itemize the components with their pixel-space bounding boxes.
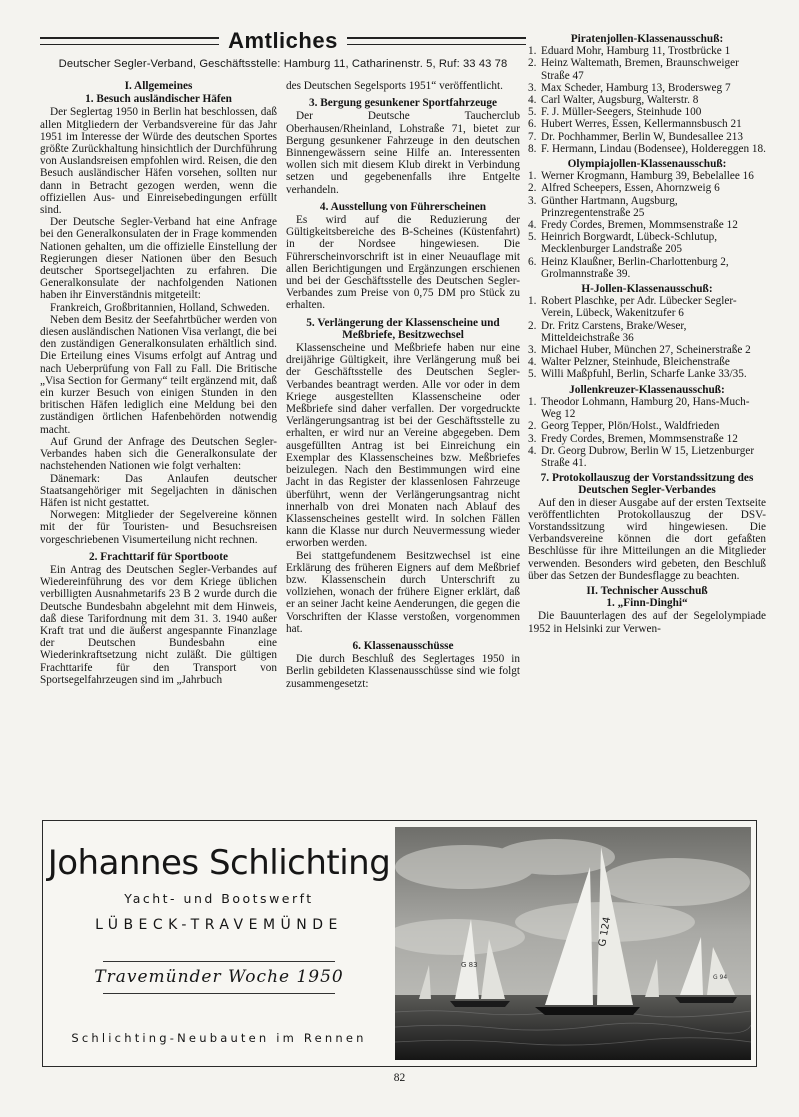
- list-item-number: 3.: [528, 194, 537, 207]
- list-item-number: 5.: [528, 106, 537, 119]
- page-number: 82: [393, 1072, 406, 1084]
- paragraph: des Deutschen Segelsports 1951“ veröffentlicht.: [286, 80, 503, 92]
- paragraph: Der Seglertag 1950 in Berlin hat beschlossen, daß allen Mitgliedern der Verbandsvereine für das Jahr 1951 im Interesse der Würde des deutschen Sportes größte Zurückhaltung hinsichtlich der Durchführung von Auslandsreisen empfohlen wird. Reisen, die den Besuch ausländischer Häfen vorsehen, sollten nur dann in Betracht gezogen werden, wenn die offiziellen Aus- und Einreisebedingungen erfüllt sind.: [40, 106, 277, 217]
- list-item: [528, 182, 766, 194]
- paragraph: Die durch Beschluß des Seglertages 1950 in Berlin gebildeten Klassenausschüsse sind wie folgt zusammengesetzt:: [286, 653, 520, 690]
- list-item: [528, 420, 766, 432]
- masthead: [40, 30, 526, 70]
- event-name: Travemünder Woche 1950: [94, 967, 344, 987]
- list-item: [528, 356, 766, 368]
- list-item: [528, 368, 766, 380]
- committee-heading: Olympiajollen-Klassenausschuß:: [567, 158, 727, 171]
- event-rule-bottom: [103, 993, 335, 994]
- list-item: [528, 143, 766, 155]
- paragraph: Klassenscheine und Meßbriefe haben nur eine dreijährige Gültigkeit, ihre Verlängerung muß bei der Geschäftsstelle des Deutschen Segler-Verbandes beantragt werden. Alle vor oder in dem Kriege ausgestellten Klassenscheine oder Meßbriefe sind daher verfallen. Der vorgedruckte Verlängerungsantrag ist bei der Geschäftsstelle zu erhalten, er wird nur an Vereine abgegeben. Dem ausgefüllten Antrag ist bei Einreichung ein Exemplar des Klassenscheines bzw. Meßbriefes beizulegen. Nach den Bestimmungen wird eine Jacht in das Register der klassenlosen Fahrzeuge überführt, wenn der Verlängerungsantrag nicht innerhalb von drei Monaten nach Ablauf des Klassenscheines gestellt wird. In solchen Fällen kann die Klasse nur durch Neuvermessung wieder erworben werden.: [286, 342, 520, 550]
- paragraph: Frankreich, Großbritannien, Holland, Schweden.: [50, 301, 270, 314]
- list-item-number: 4.: [528, 219, 537, 232]
- event-rule-top: [103, 961, 335, 962]
- committee-heading: H-Jollen-Klassenausschuß:: [581, 283, 713, 296]
- list-item-text: Heinrich Borgwardt, Lübeck-Schlutup, Mecklenburger Landstraße 205: [541, 231, 718, 256]
- paragraph: Dänemark: Das Anlaufen deutscher Staatsangehöriger mit Segeljachten in dänischen Häfen ist nicht gestattet.: [40, 472, 277, 509]
- paragraph: Ein Antrag des Deutschen Segler-Verbandes auf Wiedereinführung des vor dem Kriege üblichen verbilligten Ausnahmetarifs 23 B 2 wurde durch die Deutsche Bundesbahn abgelehnt mit dem Hinweis, daß diese Tarifordnung mit dem 31. 3. 1940 außer Kraft trat und die äußerst angespannte Finanzlage der Deutschen Bundesbahn eine Wiederinkraftsetzung nicht zuläßt. Die gültigen Frachttarife für den Transport von Sportsegelfahrzeugen sind im „Jahrbuch: [40, 563, 277, 686]
- list-item-number: 1.: [528, 295, 537, 308]
- list-item-text: Dr. Georg Dubrow, Berlin W 15, Lietzenburger Straße 41.: [541, 444, 755, 469]
- list-item-text: Carl Walter, Augsburg, Walterstr. 8: [541, 94, 699, 107]
- paragraph: Norwegen: Mitglieder der Segelvereine können mit der für Touristen- und Besuchsreisen vorgeschriebenen Visumerteilung nicht rechnen.: [40, 509, 277, 546]
- paragraph: Der Deutsche Taucherclub Oberhausen/Rheinland, Lohstraße 71, bietet zur Bergung gesunkener Fahrzeuge in den deutschen Binnengewässern seine Hilfe an. Interessenten wollen sich mit diesem Klub direkt in Verbindung setzen und gegebenenfalls ihre Entgelte verhandeln.: [286, 110, 520, 196]
- list-item-number: 2.: [528, 319, 537, 332]
- list-item-text: Dr. Fritz Carstens, Brake/Weser, Mitteldeichstraße 36: [541, 319, 687, 344]
- list-item: [528, 118, 766, 130]
- list-item-text: Alfred Scheepers, Essen, Ahornzweig 6: [541, 182, 720, 195]
- column-3: [528, 30, 766, 812]
- list-item-text: F. J. Müller-Seegers, Steinhude 100: [541, 106, 702, 119]
- list-item-number: 5.: [528, 231, 537, 244]
- list-item: [528, 396, 766, 420]
- subsection-heading: 2. Frachttarif für Sportboote: [88, 550, 229, 563]
- sail-number: G 94: [713, 974, 728, 981]
- paragraph: Neben dem Besitz der Seefahrtbücher werden von diesen ausländischen Nationen Visa verlangt, die bei den zuständigen Generalkonsulaten erhältlich sind. Die Erteilung eines Visums erfolgt auf Antrag und nach Ueberprüfung von Fall zu Fall. Die Britische „Visa Section for Germany“ teilt ergänzend mit, daß ein kurzer Besuch von einigen Stunden in den britischen Häfen lediglich eine Meldung bei den zuständigen örtlichen Hafenbehörden notwendig macht.: [40, 313, 277, 436]
- list-item-text: Fredy Cordes, Bremen, Mommsenstraße 12: [541, 432, 738, 445]
- list-item: [528, 445, 766, 469]
- committee-list: [528, 295, 766, 380]
- list-item-text: Fredy Cordes, Bremen, Mommsenstraße 12: [541, 219, 738, 232]
- list-item-number: 3.: [528, 81, 537, 94]
- list-item-number: 2.: [528, 57, 537, 70]
- list-item-text: Günther Hartmann, Augsburg, Prinzregentenstraße 25: [541, 194, 678, 219]
- list-item-number: 3.: [528, 344, 537, 357]
- list-item: [528, 295, 766, 319]
- list-item-text: Robert Plaschke, per Adr. Lübecker Segler-Verein, Lübeck, Wakenitzufer 6: [541, 295, 737, 320]
- list-item: [528, 170, 766, 182]
- paragraph: Es wird auf die Reduzierung der Gültigkeitsbereiche des B-Scheines (Küstenfahrt) in der Nordsee hingewiesen. Die Führerscheinvorschrift ist in einer Neuauflage mit allen Berichtigungen und Ergänzungen erschienen und bei der Geschäftsstelle des Deutschen Segler-Verbandes zum Preise von 0,75 DM pro Stück zu erhalten.: [286, 214, 520, 312]
- list-item-number: 6.: [528, 255, 537, 268]
- list-item-text: Max Scheder, Hamburg 13, Brodersweg 7: [541, 81, 731, 94]
- list-item-text: Hubert Werres, Essen, Kellermannsbusch 21: [541, 118, 742, 131]
- list-item: [528, 219, 766, 231]
- list-item: [528, 433, 766, 445]
- list-item-text: Theodor Lohmann, Hamburg 20, Hans-Much-Weg 12: [541, 395, 750, 421]
- committee-heading: Piratenjollen-Klassenausschuß:: [570, 33, 724, 45]
- list-item: [528, 231, 766, 255]
- list-item-text: Michael Huber, München 27, Scheinerstraße 2: [541, 344, 751, 357]
- subsection-heading: 3. Bergung gesunkener Sportfahrzeuge: [308, 97, 498, 110]
- list-item: [528, 45, 766, 57]
- committee-list: [528, 170, 766, 280]
- list-item-number: 4.: [528, 94, 537, 107]
- paragraph: Der Deutsche Segler-Verband hat eine Anfrage bei den Generalkonsulaten der in Frage kommenden Nationen gehalten, um die offizielle Einstellung der Regierungen dieser Nationen über den Besuch deutscher Sportsegeljachten zu erfahren. Die Generalkonsulate der nachfolgenden Nationen haben ihr Einverständnis mitgeteilt:: [40, 216, 277, 302]
- list-item-text: F. Hermann, Lindau (Bodensee), Holdereggen 18.: [541, 142, 766, 155]
- list-item: [528, 94, 766, 106]
- list-item: [528, 57, 766, 81]
- list-item-number: 6.: [528, 118, 537, 131]
- list-item-text: Heinz Waltemath, Bremen, Braunschweiger Straße 47: [541, 57, 739, 82]
- masthead-title-row: [40, 30, 526, 52]
- advertisement-text: [43, 821, 395, 1066]
- subsection-heading: 7. Protokollauszug der Vorstandssitzung des Deutschen Segler-Verbandes: [540, 472, 754, 497]
- list-item-number: 3.: [528, 432, 537, 445]
- paragraph: Die Bauunterlagen des auf der Segelolympiade 1952 in Helsinki zur Verwen-: [528, 610, 766, 635]
- masthead-title: Amtliches: [228, 28, 338, 53]
- list-item-text: Dr. Pochhammer, Berlin W, Bundesallee 213: [541, 130, 744, 143]
- masthead-rule-right: [347, 37, 526, 45]
- list-item-text: Georg Tepper, Plön/Holst., Waldfrieden: [541, 420, 720, 433]
- list-item: [528, 344, 766, 356]
- list-item-number: 2.: [528, 420, 537, 433]
- list-item-text: Heinz Klaußner, Berlin-Charlottenburg 2, Grolmannstraße 39.: [541, 255, 729, 280]
- list-item-number: 2.: [528, 182, 537, 195]
- committee-list: [528, 396, 766, 469]
- list-item-text: Willi Maßpfuhl, Berlin, Scharfe Lanke 33/35.: [541, 368, 747, 381]
- committee-heading: Jollenkreuzer-Klassenausschuß:: [569, 383, 725, 396]
- subsection-heading: 6. Klassenausschüsse: [352, 639, 454, 652]
- list-item-text: Eduard Mohr, Hamburg 11, Trostbrücke 1: [541, 45, 731, 58]
- section-heading: I. Allgemeines: [124, 80, 193, 92]
- list-item-text: Walter Pelzner, Steinhude, Bleichenstraße: [541, 356, 730, 369]
- list-item-number: 8.: [528, 142, 537, 155]
- list-item-number: 1.: [528, 45, 537, 58]
- list-item: [528, 195, 766, 219]
- subsection-heading: 5. Verlängerung der Klassenscheine und Meßbriefe, Besitzwechsel: [306, 316, 500, 341]
- list-item: [528, 131, 766, 143]
- list-item: [528, 106, 766, 118]
- list-item-number: 1.: [528, 170, 537, 183]
- shipyard-name: Johannes Schlichting: [47, 843, 391, 883]
- list-item-text: Werner Krogmann, Hamburg 39, Bebelallee 16: [541, 170, 754, 183]
- list-item: [528, 82, 766, 94]
- list-item-number: 4.: [528, 444, 537, 457]
- column-2: [286, 80, 520, 812]
- shipyard-tagline: Yacht- und Bootswerft: [124, 891, 314, 906]
- section-heading: II. Technischer Ausschuß: [586, 584, 708, 597]
- subsection-heading: 1. Besuch ausländischer Häfen: [85, 93, 232, 106]
- list-item-number: 5.: [528, 368, 537, 381]
- list-item: [528, 256, 766, 280]
- paragraph: Auf Grund der Anfrage des Deutschen Segler-Verbandes haben sich die Generalkonsulate der nachstehenden Nationen wie folgt verhalten:: [40, 435, 277, 473]
- subsection-heading: 1. „Finn-Dinghi“: [606, 597, 688, 610]
- list-item: [528, 320, 766, 344]
- advertisement: [42, 820, 757, 1067]
- advertisement-caption: Schlichting-Neubauten im Rennen: [71, 1031, 367, 1045]
- paragraph: Bei stattgefundenem Besitzwechsel ist eine Erklärung des früheren Eigners auf dem Meßbrief bzw. Klassenschein durch Unterschrift zu vollziehen, wonach der frühere Eigner erklärt, daß er an seiner Jacht keine Aenderungen, die gegen die Vorschriften der Klasse verstoßen, vorgenommen hat.: [286, 549, 520, 635]
- subsection-heading: 4. Ausstellung von Führerscheinen: [319, 200, 487, 213]
- paragraph: Auf den in dieser Ausgabe auf der ersten Textseite veröffentlichten Protokollauszug der DSV-Vorstandssitzung wird hingewiesen. Die Verbandsvereine können die dort gefaßten Beschlüsse für ihre Mitteilungen an die Mitglieder verwenden. Besonders wird gebeten, den Beschluß über das Setzen der Bundesflagge zu beachten.: [528, 496, 766, 582]
- committee-list: [528, 45, 766, 155]
- sail-number: G 124: [597, 916, 614, 948]
- regatta-photo: [395, 827, 751, 1060]
- column-1: [40, 80, 277, 812]
- sail-number: G 83: [461, 961, 478, 969]
- list-item-number: 1.: [528, 395, 537, 408]
- list-item-number: 7.: [528, 130, 537, 143]
- masthead-subtitle: Deutscher Segler-Verband, Geschäftsstelle: Hamburg 11, Catharinenstr. 5, Ruf: 33 43 78: [58, 58, 508, 70]
- shipyard-location: LÜBECK-TRAVEMÜNDE: [95, 917, 343, 933]
- masthead-rule-left: [40, 37, 219, 45]
- list-item-number: 4.: [528, 356, 537, 369]
